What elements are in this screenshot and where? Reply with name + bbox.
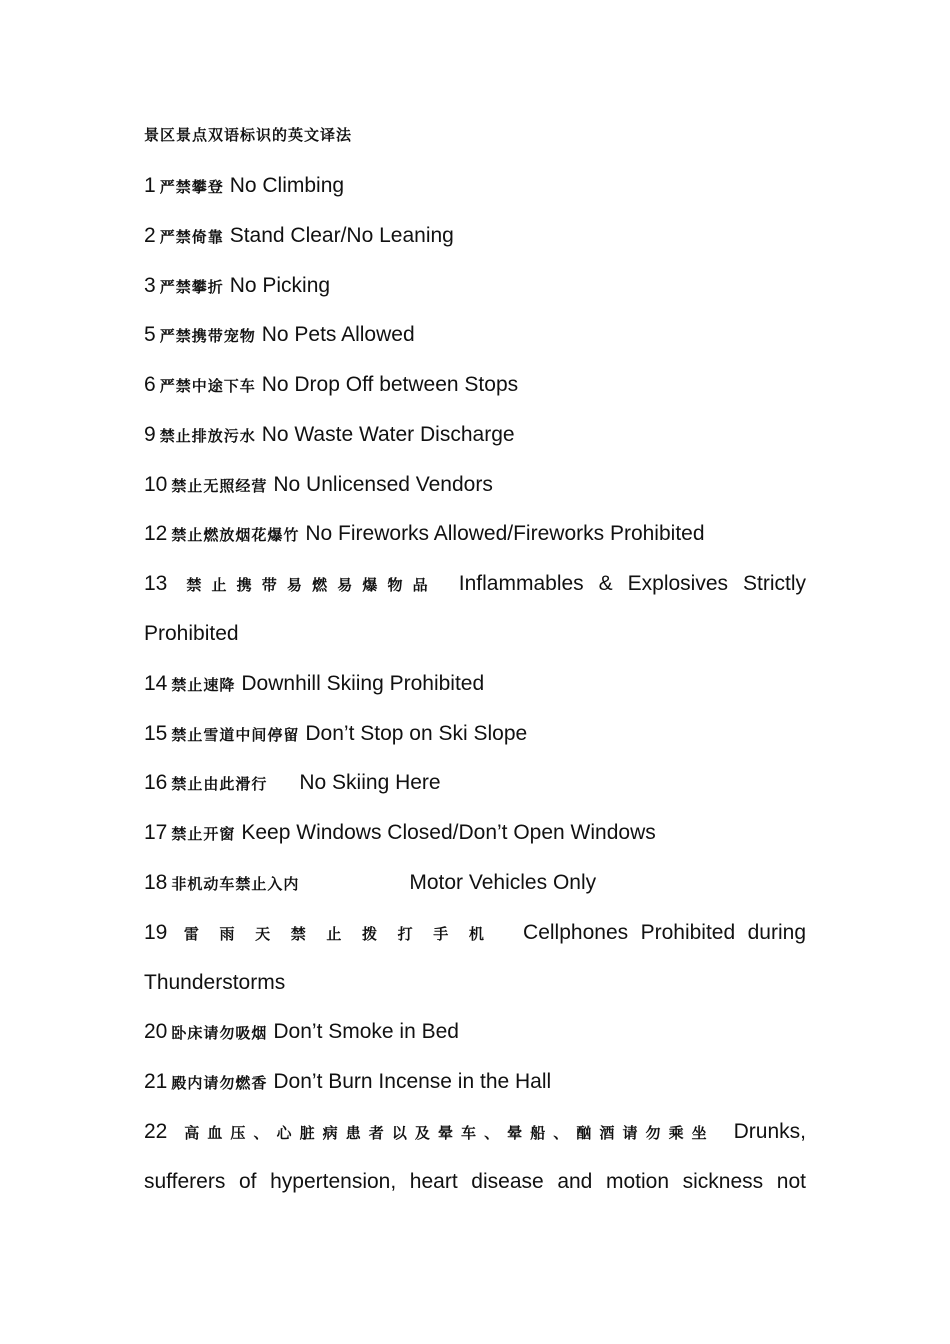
entry-number: 2 (144, 224, 156, 247)
sign-entry (144, 410, 806, 461)
entry-chinese: 禁止开窗 (171, 825, 236, 843)
entry-english: Motor Vehicles Only (409, 871, 597, 894)
entry-number: 1 (144, 174, 156, 197)
entry-number: 9 (144, 423, 156, 446)
entry-english-continuation: Thunderstorms (144, 971, 286, 994)
entry-english: Downhill Skiing Prohibited (241, 672, 485, 695)
entry-number: 6 (144, 373, 156, 396)
entry-english: No Waste Water Discharge (261, 423, 515, 446)
sign-entry (144, 360, 806, 411)
entry-chinese: 严禁倚靠 (159, 228, 224, 246)
document-title: 景区景点双语标识的英文译法 (144, 126, 353, 144)
entry-chinese: 禁止燃放烟花爆竹 (171, 526, 300, 544)
sign-entry (144, 261, 806, 312)
entry-number: 10 (144, 473, 168, 496)
entry-chinese: 严禁携带宠物 (159, 327, 256, 345)
entry-number: 14 (144, 672, 168, 695)
entry-number: 15 (144, 722, 168, 745)
entry-english-continuation: Prohibited (144, 622, 239, 645)
entry-number: 17 (144, 821, 168, 844)
entry-chinese: 严禁中途下车 (159, 377, 256, 395)
entry-chinese: 严禁攀登 (159, 178, 224, 196)
entry-chinese: 禁止雪道中间停留 (171, 726, 300, 744)
entry-english: Don’t Smoke in Bed (273, 1020, 459, 1043)
entry-number: 21 (144, 1070, 168, 1093)
entry-english: No Unlicensed Vendors (273, 473, 493, 496)
sign-entry (144, 758, 806, 809)
entry-number: 12 (144, 522, 168, 545)
entry-english: Don’t Burn Incense in the Hall (273, 1070, 552, 1093)
entry-chinese: 禁止携带易燃易爆物品 (186, 576, 438, 594)
entry-english-continuation: sufferers of hypertension, heart disease and motion sickness not (144, 1170, 806, 1193)
entry-english: Cellphones Prohibited during (523, 921, 806, 944)
sign-entry (144, 659, 806, 710)
entry-english: No Picking (229, 274, 331, 297)
entry-number: 5 (144, 323, 156, 346)
sign-entry (144, 908, 806, 959)
entry-number: 19 (144, 921, 168, 944)
entry-number: 16 (144, 771, 168, 794)
entry-english: Stand Clear/No Leaning (229, 224, 454, 247)
entry-chinese: 高血压、心脏病患者以及晕车、晕船、酗酒请勿乘坐 (184, 1124, 715, 1142)
entry-english: Don’t Stop on Ski Slope (305, 722, 528, 745)
sign-entry (144, 460, 806, 511)
entry-number: 18 (144, 871, 168, 894)
sign-entry (144, 509, 806, 560)
entry-english: No Pets Allowed (261, 323, 415, 346)
sign-entry (144, 559, 806, 610)
sign-entry (144, 211, 806, 262)
sign-entry (144, 709, 806, 760)
entry-chinese: 雷雨天禁止拨打手机 (183, 925, 505, 943)
sign-entry (144, 808, 806, 859)
entry-chinese: 非机动车禁止入内 (171, 875, 300, 893)
entry-english: Keep Windows Closed/Don’t Open Windows (241, 821, 656, 844)
entry-english: Drunks, (733, 1120, 806, 1143)
entry-chinese: 严禁攀折 (159, 278, 224, 296)
sign-entry (144, 1107, 806, 1158)
sign-entry (144, 310, 806, 361)
entry-english: Inflammables & Explosives Strictly (458, 572, 806, 595)
entry-chinese: 卧床请勿吸烟 (171, 1024, 268, 1042)
entry-number: 22 (144, 1120, 168, 1143)
sign-entry (144, 1007, 806, 1058)
entry-english: No Climbing (229, 174, 345, 197)
sign-entry (144, 858, 806, 909)
entry-chinese: 殿内请勿燃香 (171, 1074, 268, 1092)
sign-entry (144, 1057, 806, 1108)
entry-english: No Fireworks Allowed/Fireworks Prohibited (305, 522, 705, 545)
entry-english: No Drop Off between Stops (261, 373, 519, 396)
entry-english: No Skiing Here (299, 771, 441, 794)
entry-number: 20 (144, 1020, 168, 1043)
entry-number: 3 (144, 274, 156, 297)
entry-chinese: 禁止由此滑行 (171, 775, 268, 793)
entry-chinese: 禁止排放污水 (159, 427, 256, 445)
entry-number: 13 (144, 572, 168, 595)
entry-chinese: 禁止速降 (171, 676, 236, 694)
entry-chinese: 禁止无照经营 (171, 477, 268, 495)
sign-entry (144, 161, 806, 212)
